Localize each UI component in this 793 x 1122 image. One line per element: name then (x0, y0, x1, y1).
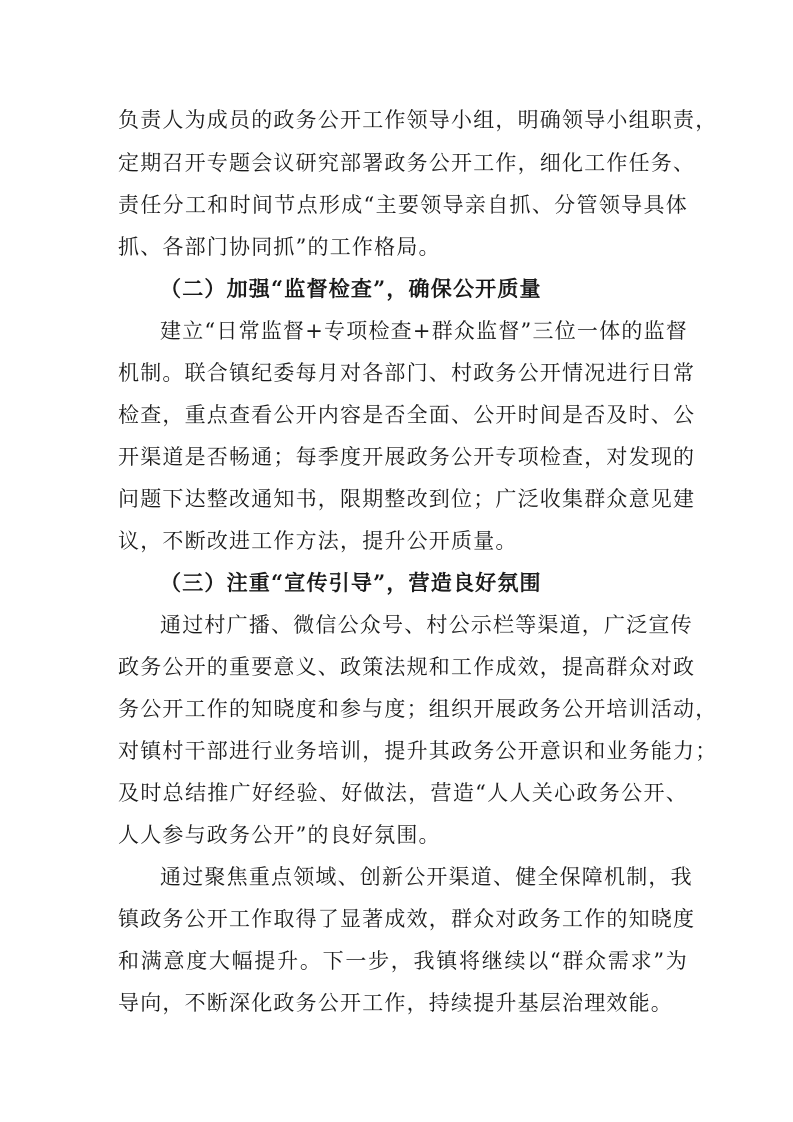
paragraph-line: 检查，重点查看公开内容是否全面、公开时间是否及时、公 (118, 403, 696, 427)
paragraph-line: 负责人为成员的政务公开工作领导小组，明确领导小组职责， (118, 108, 718, 132)
paragraph-line: 通过聚焦重点领域、创新公开渠道、健全保障机制，我 (160, 865, 693, 889)
paragraph-line: 对镇村干部进行业务培训，提升其政务公开意识和业务能力； (118, 739, 718, 763)
paragraph-line: 人人参与政务公开”的良好氛围。 (118, 823, 441, 847)
paragraph-line: 定期召开专题会议研究部署政务公开工作，细化工作任务、 (118, 151, 696, 175)
paragraph-line: 务公开工作的知晓度和参与度；组织开展政务公开培训活动， (118, 697, 718, 721)
paragraph-line: 机制。联合镇纪委每月对各部门、村政务公开情况进行日常 (118, 361, 696, 385)
paragraph-line: 开渠道是否畅通；每季度开展政务公开专项检查，对发现的 (118, 445, 696, 469)
paragraph-line: 镇政务公开工作取得了显著成效，群众对政务工作的知晓度 (118, 907, 696, 931)
paragraph-line: 政务公开的重要意义、政策法规和工作成效，提高群众对政 (118, 655, 696, 679)
paragraph-line: 通过村广播、微信公众号、村公示栏等渠道，广泛宣传 (160, 613, 693, 637)
paragraph-line: 和满意度大幅提升。下一步，我镇将继续以“群众需求”为 (118, 949, 688, 973)
paragraph-line: 抓、各部门协同抓”的工作格局。 (118, 235, 441, 259)
paragraph-line: 责任分工和时间节点形成“主要领导亲自抓、分管领导具体 (118, 193, 688, 217)
paragraph-line: 导向，不断深化政务公开工作，持续提升基层治理效能。 (118, 991, 673, 1015)
paragraph-line: 议，不断改进工作方法，提升公开质量。 (118, 529, 518, 553)
paragraph-line: 及时总结推广好经验、好做法，营造“人人关心政务公开、 (118, 781, 688, 805)
section-heading-3: （三）注重“宣传引导”，营造良好氛围 (160, 570, 542, 595)
paragraph-line: 问题下达整改通知书，限期整改到位；广泛收集群众意见建 (118, 487, 696, 511)
paragraph-line: 建立“日常监督+专项检查+群众监督”三位一体的监督 (160, 319, 688, 343)
section-heading-2: （二）加强“监督检查”，确保公开质量 (160, 276, 542, 301)
